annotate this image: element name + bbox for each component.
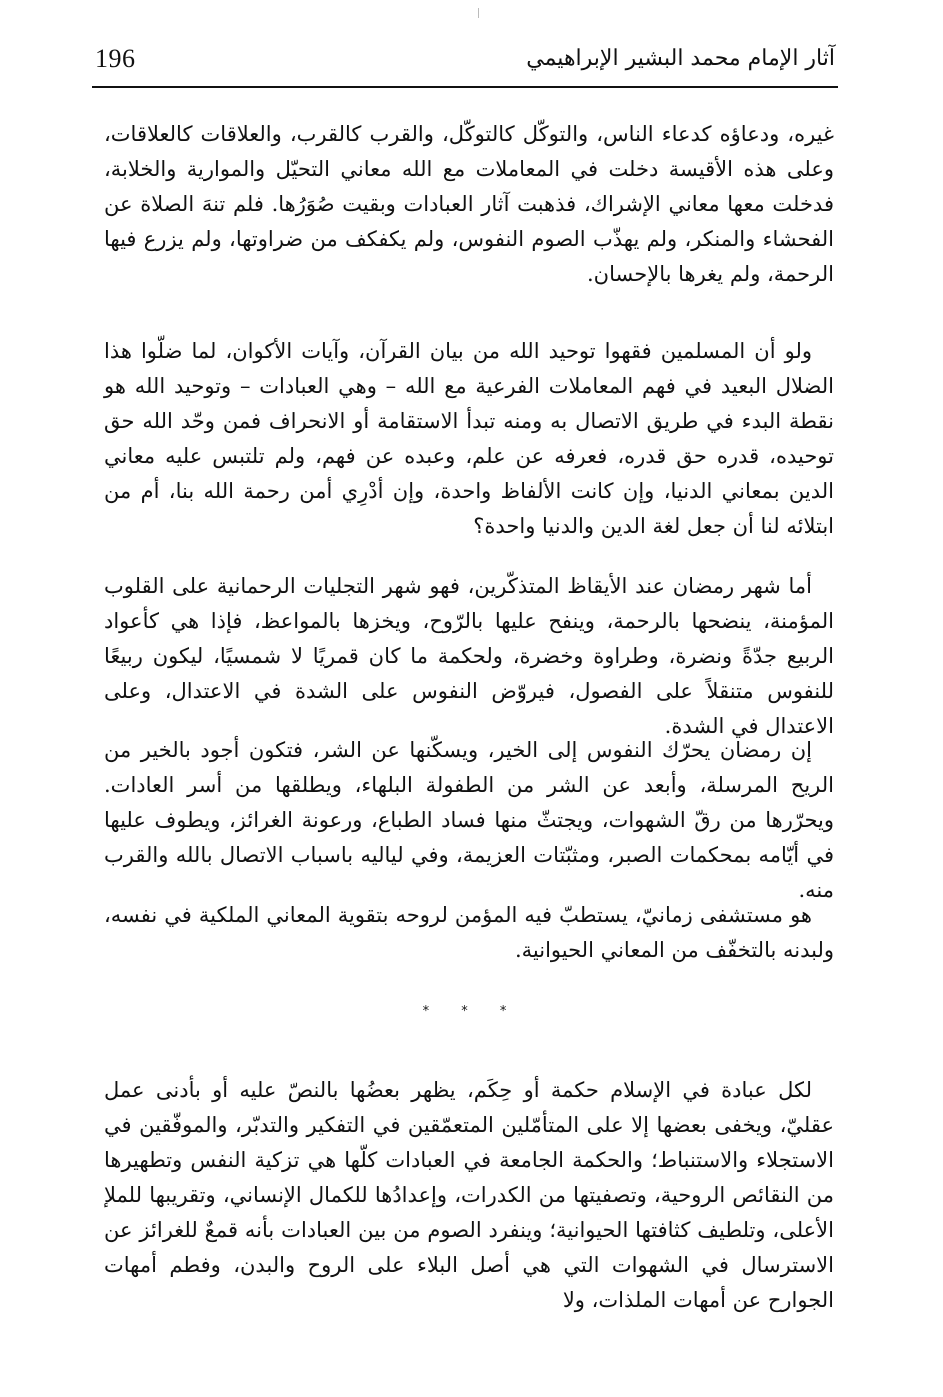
- paragraph-text: هو مستشفى زمانيّ، يستطبّ فيه المؤمن لروحه بتقوية المعاني الملكية في نفسه، ولبدنه بالتخفّف من المعاني الحيوانية.: [104, 903, 834, 962]
- paragraph-text: ولو أن المسلمين فقهوا توحيد الله من بيان القرآن، وآيات الأكوان، لما ضلّوا هذا الضلال البعيد في فهم المعاملات الفرعية مع الله – وهي العبادات – وتوحيد الله هو نقطة البدء في طريق الاتصال به ومنه تبدأ الاستقامة أو الانحراف فمن وحّد الله حق توحيده، قدره حق قدره، فعرفه عن علم، وعبده عن فهم، ولم تلتبس عليه معاني الدين بمعاني الدنيا، وإن كانت الألفاظ واحدة، وإن أدْرِي أمن رحمة الله بنا، أم من ابتلائه لنا أن جعل لغة الدين والدنيا واحدة؟: [104, 339, 834, 538]
- scan-mark: [478, 8, 479, 18]
- running-title: آثار الإمام محمد البشير الإبراهيمي: [526, 46, 835, 71]
- paragraph-text: غيره، ودعاؤه كدعاء الناس، والتوكّل كالتوكّل، والقرب كالقرب، والعلاقات كالعلاقات، وعلى هذه الأقيسة دخلت في المعاملات مع الله معاني التحيّل والموارية والخلابة، فدخلت معها معاني الإشراك، فذهبت آثار العبادات وبقيت صُوَرُها. فلم تنهَ الصلاة عن الفحشاء والمنكر، ولم يهذّب الصوم النفوس، ولم يكفكف من ضراوتها، ولم يزرع فيها الرحمة، ولم يغرها بالإحسان.: [104, 122, 834, 286]
- header-rule: [92, 86, 838, 88]
- paragraph-text: إن رمضان يحرّك النفوس إلى الخير، ويسكّنها عن الشر، فتكون أجود بالخير من الريح المرسلة، وأبعد عن الشر من الطفولة البلهاء، ويطلقها من أسر العادات. ويحرّرها من رقّ الشهوات، ويجتثّ منها فساد الطباع، ورعونة الغرائز، ويطوف عليها في أيّامه بمحكمات الصبر، ومثبّتات العزيمة، وفي لياليه باسباب الاتصال بالله والقرب منه.: [104, 738, 834, 902]
- paragraph-text: أما شهر رمضان عند الأيقاظ المتذكّرين، فهو شهر التجليات الرحمانية على القلوب المؤمنة، ينضحها بالرحمة، وينفح عليها بالرّوح، ويخزها بالمواعظ، فإذا هي كأعواد الربيع جدّةً ونضرة، وطراوة وخضرة، ولحكمة ما كان قمريًا لا شمسيًا، ليكون ربيعًا للنفوس متنقلاً على الفصول، فيروّض النفوس على الشدة في الاعتدال، وعلى الاعتدال في الشدة.: [104, 574, 834, 738]
- paragraph-6: [104, 1073, 834, 1318]
- paragraph-2: [104, 334, 834, 544]
- paragraph-3: [104, 569, 834, 744]
- section-separator: * * *: [422, 1004, 521, 1019]
- paragraph-4: [104, 733, 834, 908]
- paragraph-1: [104, 117, 834, 292]
- paragraph-5: [104, 898, 834, 968]
- paragraph-text: لكل عبادة في الإسلام حكمة أو حِكَم، يظهر بعضُها بالنصّ عليه أو بأدنى عمل عقليّ، ويخفى بعضها إلا على المتأمّلين المتعمّقين في التفكير والتدبّر، والموفّقين في الاستجلاء والاستنباط؛ والحكمة الجامعة في العبادات كلّها هي تزكية النفس وتطهيرها من النقائص الروحية، وتصفيتها من الكدرات، وإعدادُها للكمال الإنساني، وتقريبها للملإ الأعلى، وتلطيف كثافتها الحيوانية؛ وينفرد الصوم من بين العبادات بأنه قمعٌ للغرائز عن الاسترسال في الشهوات التي هي أصل البلاء على الروح والبدن، وفطم أمهات الجوارح عن أمهات الملذات، ولا: [104, 1078, 834, 1312]
- page-number: 196: [95, 44, 136, 73]
- page-header: [95, 42, 835, 82]
